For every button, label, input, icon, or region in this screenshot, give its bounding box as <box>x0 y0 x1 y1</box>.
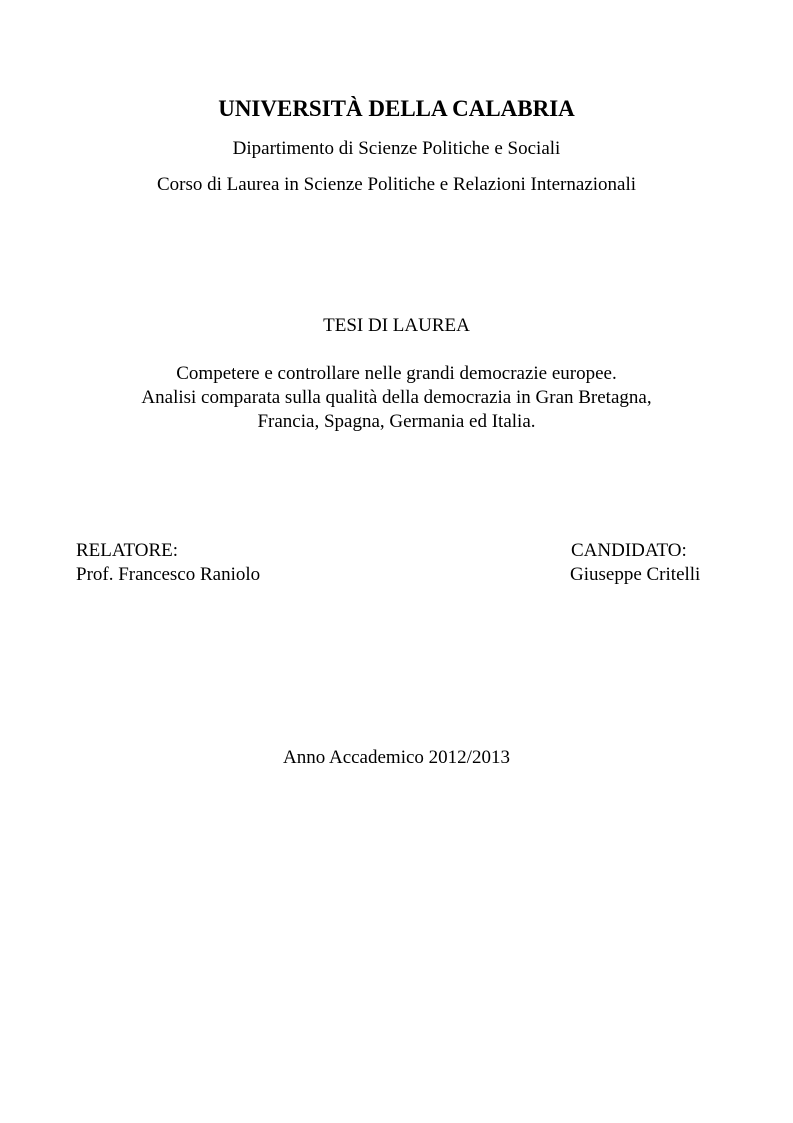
thesis-type: TESI DI LAUREA <box>323 315 470 336</box>
thesis-title-line-2: Analisi comparata sulla qualità della democrazia in Gran Bretagna, <box>141 387 652 408</box>
thesis-title-line-1: Competere e controllare nelle grandi democrazie europee. <box>176 363 617 384</box>
thesis-title-line-3: Francia, Spagna, Germania ed Italia. <box>257 411 536 432</box>
course-name: Corso di Laurea in Scienze Politiche e Relazioni Internazionali <box>156 174 637 195</box>
academic-year: Anno Accademico 2012/2013 <box>283 747 510 768</box>
advisor-name: Prof. Francesco Raniolo <box>76 564 261 585</box>
university-name: UNIVERSITÀ DELLA CALABRIA <box>218 96 575 121</box>
advisor-label: RELATORE: <box>76 540 179 561</box>
candidate-label: CANDIDATO: <box>571 540 687 561</box>
candidate-name: Giuseppe Critelli <box>570 564 701 585</box>
department-name: Dipartimento di Scienze Politiche e Sociali <box>232 138 561 159</box>
